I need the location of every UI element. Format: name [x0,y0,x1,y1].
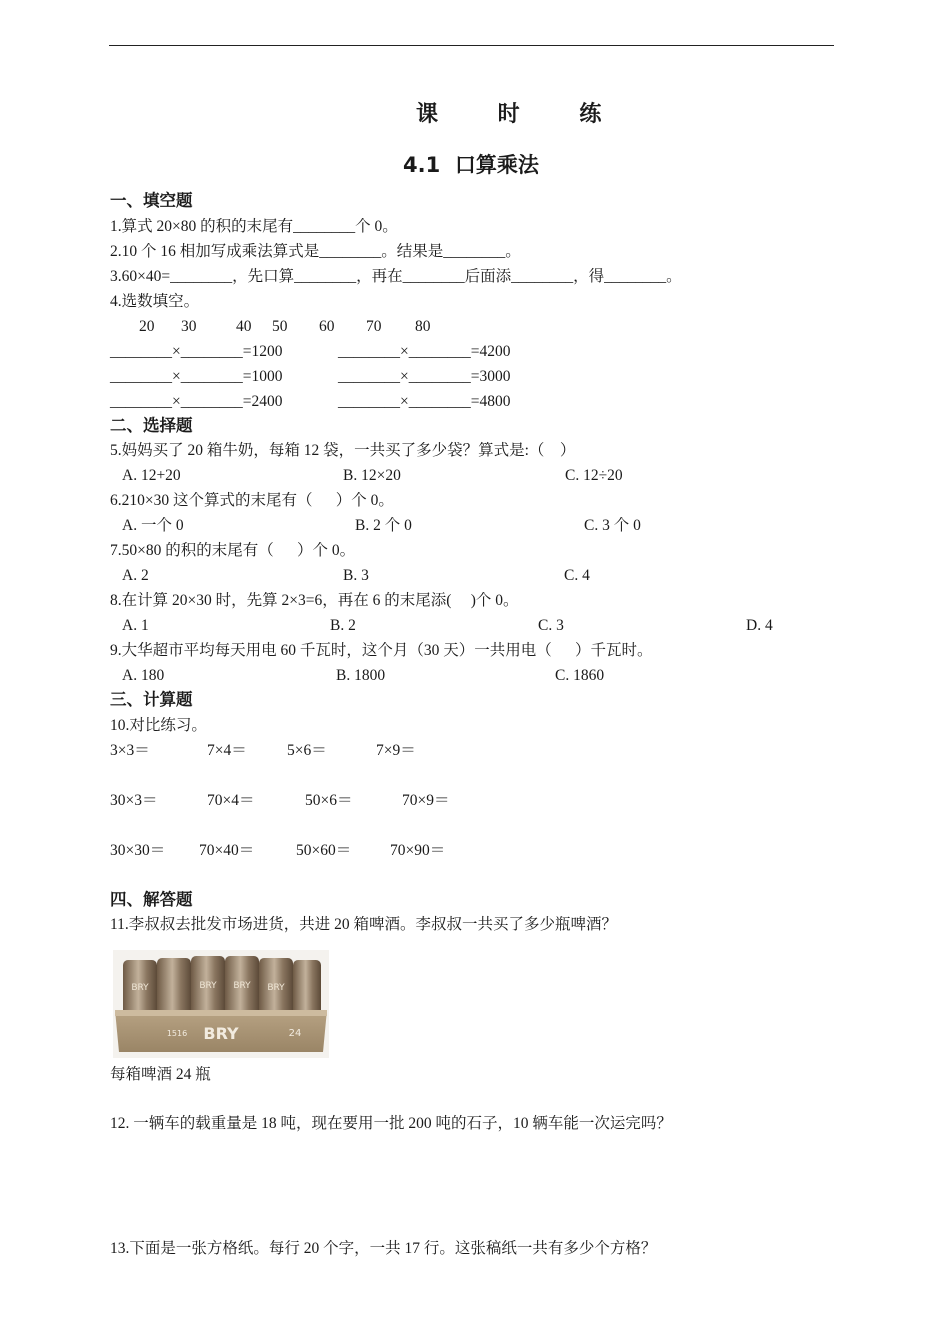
calc-item: 50×6＝ [305,792,353,809]
fill-blank-equation: ________×________=4800 [338,393,511,410]
svg-text:BRY: BRY [267,983,285,993]
question-4: 4.选数填空。 [110,293,200,310]
svg-text:BRY: BRY [199,981,217,991]
question-9: 9.大华超市平均每天用电 60 千瓦时，这个月（30 天）一共用电（ ）千瓦时。 [110,642,653,659]
calc-item: 7×9＝ [376,742,416,759]
question-5: 5.妈妈买了 20 箱牛奶，每箱 12 袋，一共买了多少袋？算式是:（ ） [110,442,576,459]
number-option: 60 [319,318,335,335]
calc-item: 3×3＝ [110,742,150,759]
section-heading-answer: 四、解答题 [110,890,193,909]
fill-blank-equation: ________×________=2400 [110,393,283,410]
option-a: A. 180 [122,667,165,684]
option-c: C. 1860 [555,667,605,684]
option-c: C. 3 个 0 [584,517,641,534]
fill-blank-equation: ________×________=3000 [338,368,511,385]
fill-blank-equation: ________×________=1200 [110,343,283,360]
calc-item: 30×30＝ [110,842,166,859]
question-10: 10.对比练习。 [110,717,207,734]
question-7: 7.50×80 的积的末尾有（ ）个 0。 [110,542,356,559]
calc-item: 70×9＝ [402,792,450,809]
photo-caption: 每箱啤酒 24 瓶 [110,1066,211,1083]
question-13: 13.下面是一张方格纸。每行 20 个字，一共 17 行。这张稿纸一共有多少个方格？ [110,1240,657,1257]
page-title: 课 时 练 [416,102,628,127]
number-option: 20 [139,318,155,335]
option-b: B. 2 [330,617,356,634]
question-1: 1.算式 20×80 的积的末尾有________个 0。 [110,218,398,235]
case-code: 1516 [166,1029,188,1038]
calc-item: 5×6＝ [287,742,327,759]
number-option: 30 [181,318,197,335]
svg-text:BRY: BRY [131,983,149,993]
option-b: B. 2 个 0 [355,517,412,534]
fill-blank-equation: ________×________=1000 [110,368,283,385]
section-heading-fill: 一、填空题 [110,191,193,210]
calc-item: 70×90＝ [390,842,446,859]
number-option: 50 [272,318,288,335]
calc-item: 70×40＝ [199,842,255,859]
question-11: 11.李叔叔去批发市场进货，共进 20 箱啤酒。李叔叔一共买了多少瓶啤酒？ [110,916,618,933]
calc-item: 50×60＝ [296,842,352,859]
option-b: B. 3 [343,567,369,584]
number-option: 70 [366,318,382,335]
question-2: 2.10 个 16 相加写成乘法算式是________。结果是________。 [110,243,521,260]
option-c: C. 4 [564,567,590,584]
question-3: 3.60×40=________，先口算________，再在________后面添________，得________。 [110,268,682,285]
svg-text:BRY: BRY [233,981,251,991]
calc-item: 30×3＝ [110,792,158,809]
option-a: A. 2 [122,567,149,584]
calc-item: 7×4＝ [207,742,247,759]
section-heading-choice: 二、选择题 [110,416,193,435]
option-b: B. 1800 [336,667,386,684]
brand-logo: BRY [203,1024,239,1043]
fill-blank-equation: ________×________=4200 [338,343,511,360]
option-a: A. 12+20 [122,467,181,484]
option-a: A. 一个 0 [122,517,184,534]
number-option: 40 [236,318,252,335]
calc-item: 70×4＝ [207,792,255,809]
header-rule [109,45,834,46]
option-c: C. 12÷20 [565,467,623,484]
page-subtitle: 4.1 口算乘法 [403,153,539,177]
option-d: D. 4 [746,617,773,634]
number-option: 80 [415,318,431,335]
option-c: C. 3 [538,617,564,634]
case-count: 24 [288,1028,302,1039]
section-heading-calc: 三、计算题 [110,690,193,709]
option-a: A. 1 [122,617,149,634]
question-8: 8.在计算 20×30 时，先算 2×3=6，再在 6 的末尾添( )个 0。 [110,592,519,609]
question-6: 6.210×30 这个算式的末尾有（ ）个 0。 [110,492,394,509]
question-12: 12. 一辆车的载重量是 18 吨，现在要用一批 200 吨的石子，10 辆车能一次运完吗？ [110,1115,672,1132]
option-b: B. 12×20 [343,467,401,484]
beer-case-photo [113,950,329,1058]
